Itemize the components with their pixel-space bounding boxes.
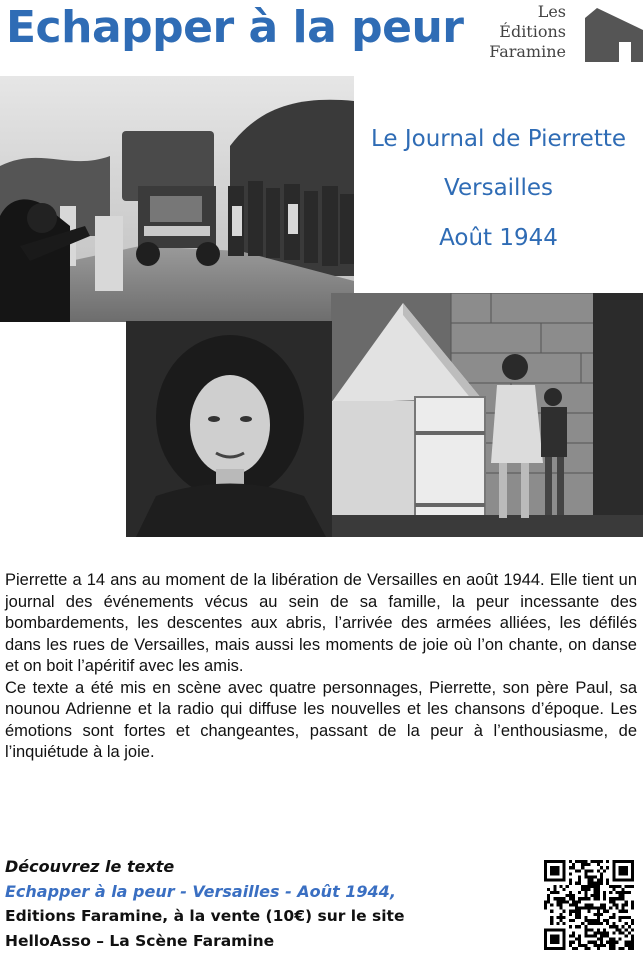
qr-code-icon[interactable] xyxy=(544,860,634,950)
description-paragraph: Pierrette a 14 ans au moment de la libération de Versailles en août 1944. Elle tient un journal des événements vécus au sein de sa famille, la peur incessante des bombardements, les descentes aux abris, l’arrivée des armées alliées, les défilés dans les rues de Versailles, mais aussi les moments de joie où l’on chante, on danse et on boit l’apéritif avec les amis. xyxy=(5,571,637,675)
journal-place: Versailles xyxy=(444,175,553,201)
site-info: HelloAsso – La Scène Faramine xyxy=(5,932,275,950)
publisher-logo-line: Faramine xyxy=(489,42,566,61)
publisher-logo xyxy=(478,2,643,70)
description-text xyxy=(5,570,637,764)
publisher-logo-text xyxy=(489,2,566,62)
air-raid-shelter-photo xyxy=(331,293,643,537)
journal-title: Le Journal de Pierrette xyxy=(370,126,627,152)
footer xyxy=(5,854,525,954)
young-woman-portrait-photo xyxy=(126,321,332,537)
publisher-logo-line: Éditions xyxy=(499,22,566,41)
publisher-logo-line: Les xyxy=(537,2,566,21)
journal-date: Août 1944 xyxy=(439,225,558,251)
book-title: Echapper à la peur - Versailles - Août 1944, xyxy=(5,882,396,901)
military-truck-crowd-photo xyxy=(0,76,354,322)
page-title: Echapper à la peur xyxy=(6,2,464,53)
house-shape-icon xyxy=(585,8,643,62)
discover-heading: Découvrez le texte xyxy=(5,857,175,876)
description-paragraph: Ce texte a été mis en scène avec quatre personnages, Pierrette, son père Paul, sa nounou Adrienne et la radio qui diffuse les nouvelles et les chansons d’époque. Les émotions sont fortes et changeantes, passant de la peur à l’enthousiasme, de l’inquiétude à la joie. xyxy=(5,678,637,761)
sale-info: Editions Faramine, à la vente (10€) sur le site xyxy=(5,907,405,925)
